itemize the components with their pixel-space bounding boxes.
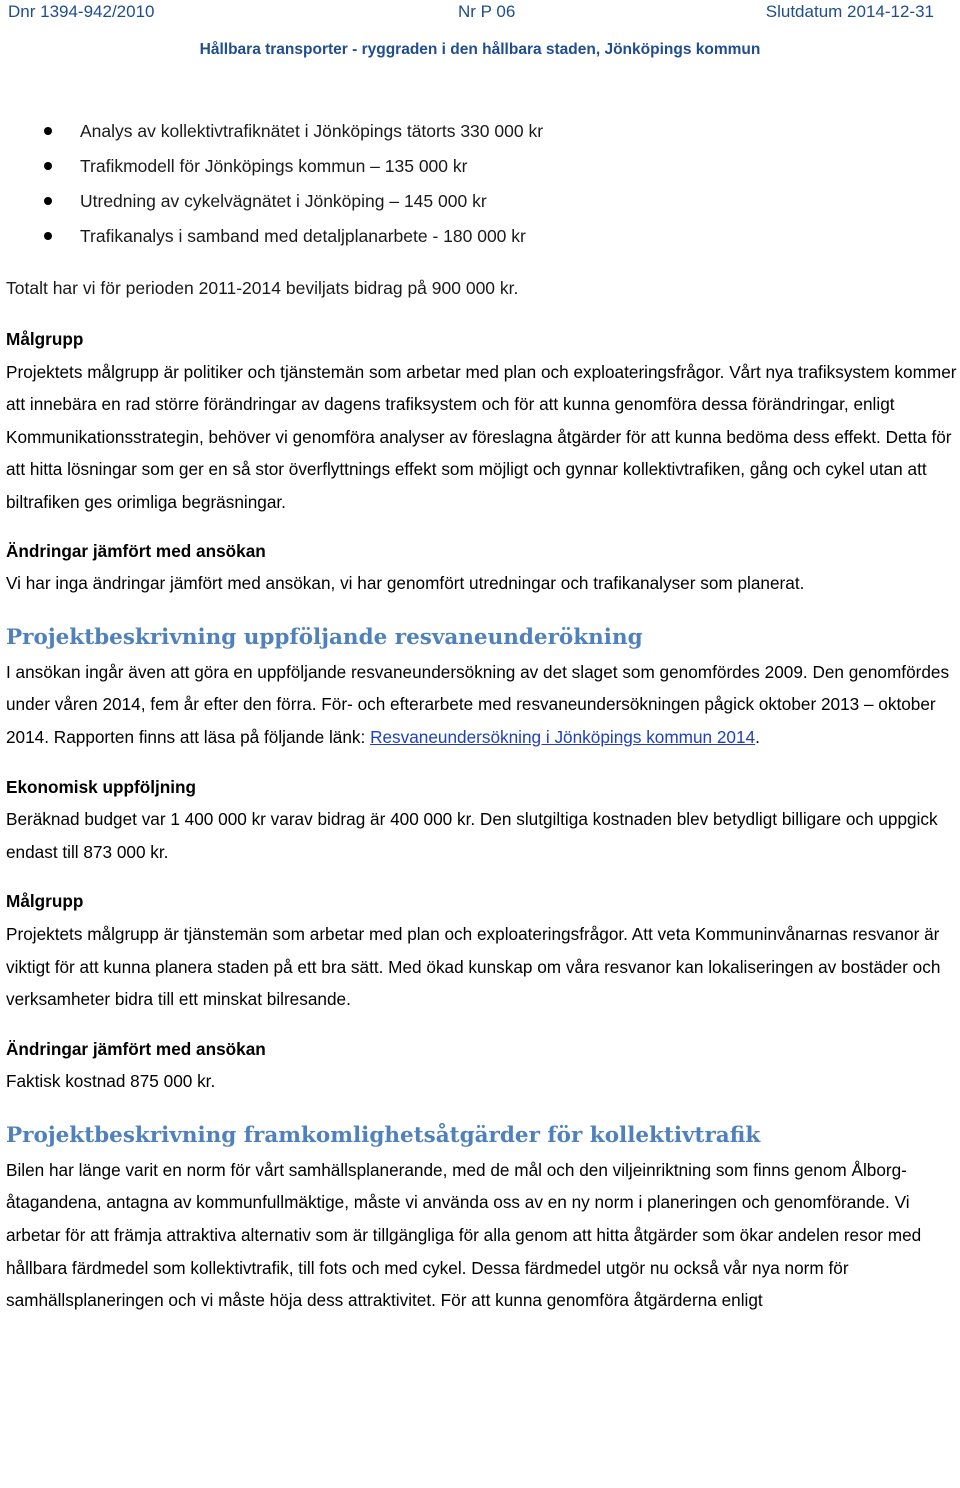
doc-number: Dnr 1394-942/2010 bbox=[8, 2, 155, 21]
total-paragraph: Totalt har vi för perioden 2011-2014 beviljats bidrag på 900 000 kr. bbox=[6, 278, 519, 298]
project-title: Projektbeskrivning framkomlighetsåtgärder för kollektivtrafik bbox=[6, 1122, 761, 1148]
section-text: Beräknad budget var 1 400 000 kr varav bidrag är 400 000 kr. Den slutgiltiga kostnaden blev betydligt billigare och uppgick endast till 873 000 kr. bbox=[6, 809, 938, 862]
list-item-text: Trafikmodell för Jönköpings kommun – 135 000 kr bbox=[80, 156, 468, 176]
section-heading: Målgrupp bbox=[6, 329, 84, 349]
list-item-text: Utredning av cykelvägnätet i Jönköping – 145 000 kr bbox=[80, 191, 487, 211]
section-ekonomisk-uppfoljning bbox=[6, 771, 960, 869]
list-item bbox=[6, 149, 960, 184]
section-text: Projektets målgrupp är politiker och tjänstemän som arbetar med plan och exploateringsfrågor. Vårt nya trafiksystem kommer att innebära en rad större förändringar av dagens trafiksystem och för att kunna genomföra dessa förändringar, enligt Kommunikationsstrategin, behöver vi genomföra analyser av föreslagna åtgärder för att kunna bedöma dess effekt. Detta för att hitta lösningar som ger en så stor överflyttnings effekt som möjligt och gynnar kollektivtrafiken, gång och cykel utan att biltrafiken ges orimliga begräsningar. bbox=[6, 361, 957, 512]
list-item bbox=[6, 219, 960, 254]
section-text: Projektets målgrupp är tjänstemän som arbetar med plan och exploateringsfrågor. Att veta Kommuninvånarnas resvanor är viktigt för att kunna planera staden på ett bra sätt. Med ökad kunskap om våra resvanor kan lokaliseringen av bostäder och verksamheter bidra till ett minskat bilresande. bbox=[6, 923, 941, 1010]
project-text: Bilen har länge varit en norm för vårt samhällsplanerande, med de mål och den viljeinriktning som finns genom Ålborg-åtagandena, antagna av kommunfullmäktige, måste vi använda oss av en ny norm i planeringen och genomförande. Vi arbetar för att främja attraktiva alternativ som är tillgängliga för alla genom att hitta åtgärder som ökar andelen resor med hållbara färdmedel som kollektivtrafik, till fots och med cykel. Dessa färdmedel utgör nu också vår nya norm för samhällsplaneringen och vi måste höja dess attraktivitet. För att kunna genomföra åtgärderna enligt bbox=[6, 1159, 922, 1311]
bullet-icon bbox=[44, 162, 52, 170]
bullet-icon bbox=[44, 232, 52, 240]
cost-list bbox=[6, 114, 960, 254]
document-body bbox=[6, 114, 960, 1317]
list-item-text: Trafikanalys i samband med detaljplanarbete - 180 000 kr bbox=[80, 226, 526, 246]
section-malgrupp-2 bbox=[6, 885, 960, 1015]
doc-nr: Nr P 06 bbox=[458, 2, 516, 21]
section-heading: Ändringar jämfört med ansökan bbox=[6, 1038, 266, 1059]
project-text-end: . bbox=[755, 726, 760, 747]
end-date: Slutdatum 2014-12-31 bbox=[765, 2, 934, 21]
section-heading: Ändringar jämfört med ansökan bbox=[6, 540, 266, 561]
section-text: Vi har inga ändringar jämfört med ansökan, vi har genomfört utredningar och trafikanalyser som planerat. bbox=[6, 573, 805, 594]
section-malgrupp-1 bbox=[6, 323, 960, 519]
section-andringar-2 bbox=[6, 1033, 960, 1098]
project-text bbox=[6, 656, 960, 754]
section-heading: Målgrupp bbox=[6, 891, 84, 912]
project-framkomlighet bbox=[6, 1118, 960, 1317]
project-text-start: I ansökan ingår även att göra en uppföljande resvaneundersökning av det slaget som genomfördes 2009. Den genomfördes under våren 2014, fem år efter den förra. För- och efterarbete med resvaneundersökningen pågick oktober 2013 – oktober 2014. Rapporten finns att läsa på följande länk: bbox=[6, 661, 950, 747]
section-heading: Ekonomisk uppföljning bbox=[6, 776, 197, 797]
project-resvaneundersokning bbox=[6, 620, 960, 754]
list-item bbox=[6, 114, 960, 149]
section-andringar-1 bbox=[6, 535, 960, 600]
list-item bbox=[6, 184, 960, 219]
header-row bbox=[0, 2, 960, 22]
report-link[interactable]: Resvaneundersökning i Jönköpings kommun 2014 bbox=[370, 726, 756, 747]
header-subtitle: Hållbara transporter - ryggraden i den hållbara staden, Jönköpings kommun bbox=[199, 41, 761, 58]
bullet-icon bbox=[44, 197, 52, 205]
bullet-icon bbox=[44, 127, 52, 135]
section-text: Faktisk kostnad 875 000 kr. bbox=[6, 1071, 216, 1092]
project-title: Projektbeskrivning uppföljande resvaneunderökning bbox=[6, 624, 643, 650]
list-item-text: Analys av kollektivtrafiknätet i Jönköpings tätorts 330 000 kr bbox=[80, 121, 544, 141]
